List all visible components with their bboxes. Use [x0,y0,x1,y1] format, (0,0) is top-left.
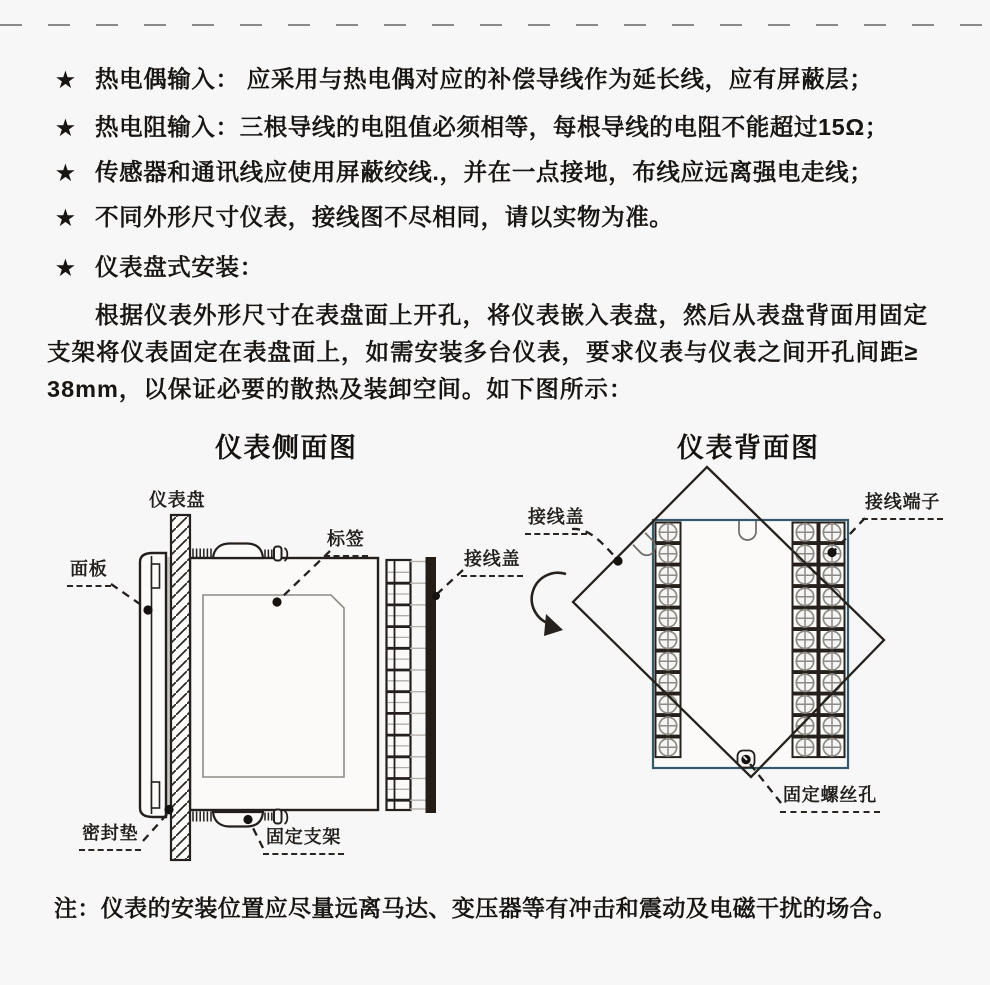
dot-terminal-cover [432,592,440,600]
rear-terminal-strip [387,560,426,810]
strip-outline [387,560,411,810]
star-icon: ★ [56,69,76,92]
label-fixing-screw-hole: 固定螺丝孔 [780,781,880,813]
dot-cover [613,556,622,565]
section-title: 仪表盘式安装： [95,254,264,280]
dot-front-bezel [143,605,152,614]
dot-terminal-block [827,548,836,557]
leader-terminal-cover [437,570,463,594]
bracket-hump [213,544,263,559]
bullet-text: 热电偶输入： 应采用与热电偶对应的补偿导线作为延长线，应有屏蔽层； [95,66,874,92]
paragraph-line-3: 38mm，以保证必要的散热及装卸空间。如下图所示： [47,376,634,402]
side-view-diagram [111,515,463,860]
label-fixing-bracket: 固定支架 [263,823,344,855]
front-bezel [140,553,166,817]
label-terminal-cover-side: 接线盖 [461,545,523,577]
paragraph-line-1: 根据仪表外形尺寸在表盘面上开孔，将仪表嵌入表盘，然后从表盘背面用固定 [95,302,928,328]
mounting-panel-hatch [171,515,190,860]
dot-fixing-bracket [243,815,252,824]
dot-sticker [272,597,281,606]
star-icon: ★ [56,117,76,140]
paragraph-line-2: 支架将仪表固定在表盘面上，如需安装多台仪表，要求仪表与仪表之间开孔间距≥ [47,339,919,365]
star-icon: ★ [56,207,76,230]
installation-note: 注：仪表的安装位置应尽量远离马达、变压器等有冲击和震动及电磁干扰的场合。 [54,895,897,921]
star-icon: ★ [56,162,76,185]
screw-head [274,547,282,561]
screw-thread [265,550,272,558]
label-terminal-block: 接线端子 [862,488,943,520]
screw-thread [193,812,211,822]
rotation-arrow-arc [532,573,566,624]
bullet-text: 传感器和通讯线应使用屏蔽绞线.，并在一点接地，布线应远离强电走线； [95,159,874,185]
label-seal-gasket: 密封垫 [79,819,141,851]
side-view-title: 仪表侧面图 [215,433,358,463]
label-sticker: 标签 [324,525,368,557]
bezel-clip-top [152,564,160,588]
screw-thread [265,813,272,821]
star-icon: ★ [56,257,76,280]
label-front-bezel: 面板 [67,555,111,587]
fixing-bracket-top [193,544,287,562]
bullet-text: 热电阻输入：三根导线的电阻值必须相等，每根导线的电阻不能超过15Ω； [95,114,889,140]
bracket-hump [213,812,263,827]
sticker-area [203,595,344,777]
bullet-text: 不同外形尺寸仪表，接线图不尽相同，请以实物为准。 [95,204,674,230]
bezel-clip-bottom [152,782,160,808]
rotation-arrow-head [544,614,563,636]
screw-head [274,810,282,824]
back-view-title: 仪表背面图 [677,433,820,463]
label-panel-board: 仪表盘 [149,490,206,510]
dot-seal-gasket [164,805,173,814]
leader-screw-hole [750,764,781,803]
label-terminal-cover-back: 接线盖 [525,503,587,535]
